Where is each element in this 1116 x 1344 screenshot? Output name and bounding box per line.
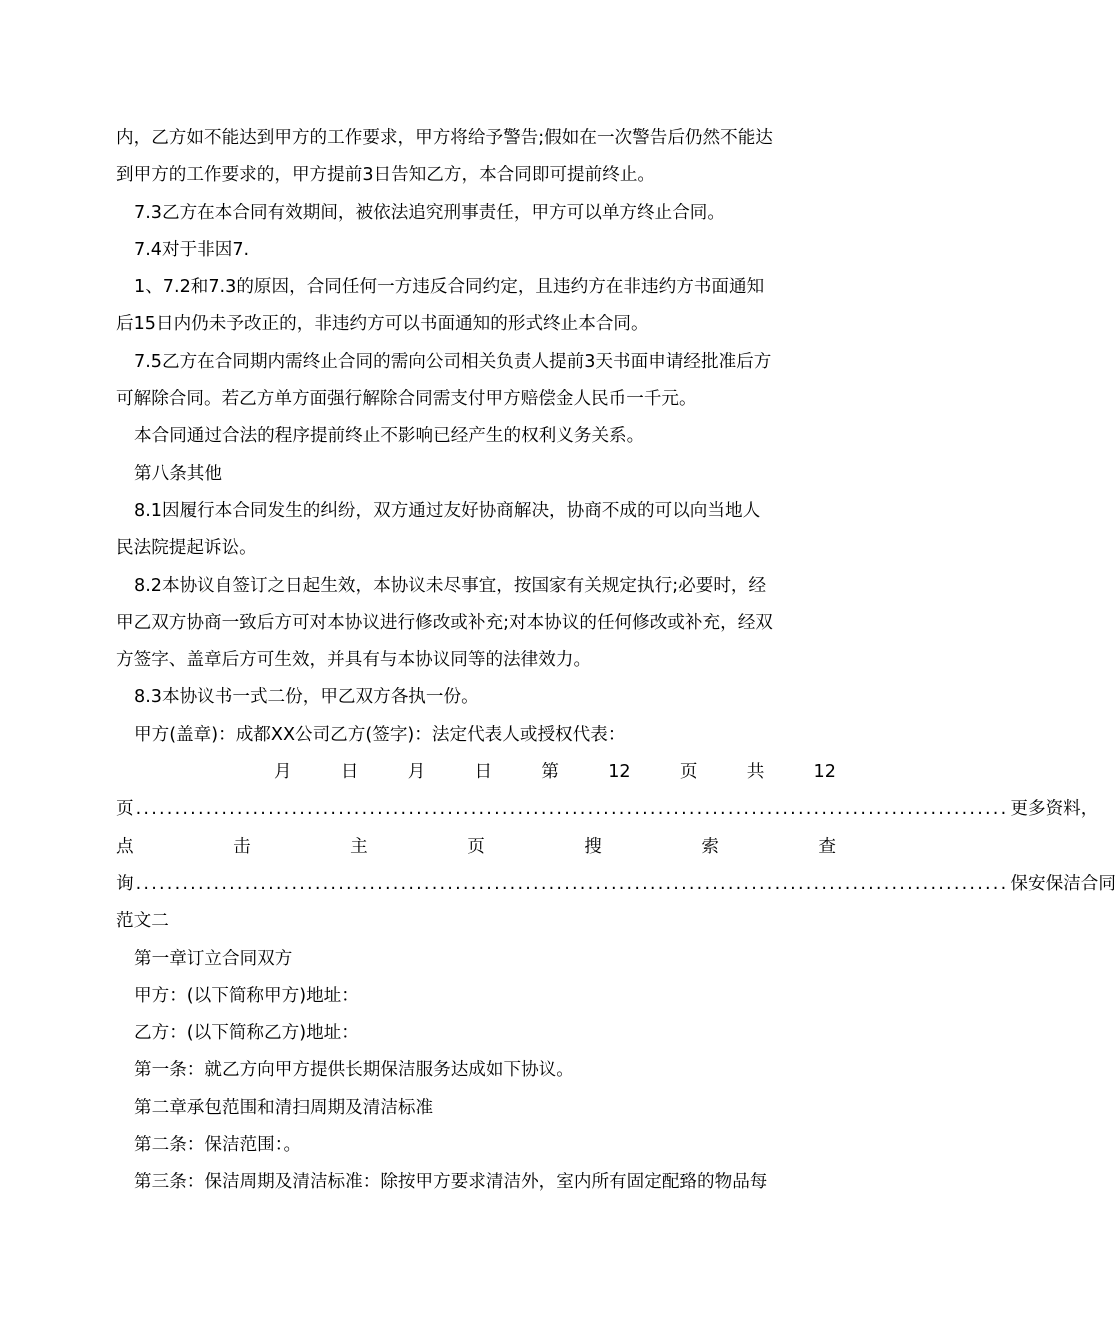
dot-leader: ................................................................................................................ <box>135 873 1009 894</box>
spread-token: 击 <box>233 836 251 857</box>
date-token: 12 <box>608 762 631 783</box>
text-line: 第三条：保洁周期及清洁标准：除按甲方要求清洁外，室内所有固定配臵的物品每 <box>134 1172 768 1193</box>
text-line: 乙方：(以下简称乙方)地址： <box>134 1023 359 1044</box>
leader-left: 页 <box>116 799 134 820</box>
text-line: 第一条：就乙方向甲方提供长期保洁服务达成如下协议。 <box>134 1060 574 1081</box>
text-line: 第二条：保洁范围：。 <box>134 1135 302 1156</box>
date-token: 日 <box>474 762 493 783</box>
text-line: 方签字、盖章后方可生效，并具有与本协议同等的法律效力。 <box>116 650 592 671</box>
text-line: 7.3乙方在本合同有效期间，被依法追究刑事责任，甲方可以单方终止合同。 <box>134 202 725 223</box>
date-token: 第 <box>541 762 559 783</box>
text-line: 后15日内仍未予改正的，非违约方可以书面通知的形式终止本合同。 <box>116 314 649 335</box>
text-line: 8.2本协议自签订之日起生效，本协议未尽事宜，按国家有关规定执行;必要时，经 <box>134 575 767 596</box>
leader-left: 询 <box>116 873 134 894</box>
chapter-heading: 第二章承包范围和清扫周期及清洁标准 <box>134 1097 434 1118</box>
text-line: 8.3本协议书一式二份，甲乙双方各执一份。 <box>134 687 479 708</box>
spread-token: 索 <box>701 836 719 857</box>
spread-row <box>116 829 836 866</box>
signature-line: 甲方(盖章)：成都XX公司乙方(签字)：法定代表人或授权代表： <box>134 724 626 745</box>
spread-token: 查 <box>818 836 836 857</box>
text-line: 到甲方的工作要求的，甲方提前3日告知乙方，本合同即可提前终止。 <box>116 165 656 186</box>
date-token: 日 <box>340 762 359 783</box>
spread-token: 页 <box>467 836 485 857</box>
text-line: 7.4对于非因7. <box>134 239 250 260</box>
document-body <box>116 120 1116 1202</box>
date-token: 12 <box>813 762 836 783</box>
text-line: 民法院提起诉讼。 <box>116 538 257 559</box>
date-page-row <box>116 754 836 791</box>
text-line: 可解除合同。若乙方单方面强行解除合同需支付甲方赔偿金人民币一千元。 <box>116 389 697 410</box>
text-line: 范文二 <box>116 911 169 932</box>
date-token: 共 <box>746 762 765 783</box>
leader-right: 保安保洁合同 <box>1010 873 1116 894</box>
dot-leader: ................................................................................................................ <box>135 799 1009 820</box>
spread-token: 点 <box>116 836 134 857</box>
spread-token: 主 <box>350 836 368 857</box>
leader-row <box>116 791 1099 828</box>
leader-right: 更多资料， <box>1010 799 1099 820</box>
text-line: 甲方：(以下简称甲方)地址： <box>134 985 359 1006</box>
text-line: 本合同通过合法的程序提前终止不影响已经产生的权利义务关系。 <box>134 426 645 447</box>
date-token: 月 <box>407 762 426 783</box>
chapter-heading: 第一章订立合同双方 <box>134 948 293 969</box>
text-line: 甲乙双方协商一致后方可对本协议进行修改或补充;对本协议的任何修改或补充，经双 <box>116 612 773 633</box>
spread-token: 搜 <box>584 836 602 857</box>
section-heading: 第八条其他 <box>134 463 222 484</box>
text-line: 内，乙方如不能达到甲方的工作要求，甲方将给予警告;假如在一次警告后仍然不能达 <box>116 128 773 148</box>
text-line: 1、7.2和7.3的原因，合同任何一方违反合同约定，且违约方在非违约方书面通知 <box>134 277 765 298</box>
text-line: 8.1因履行本合同发生的纠纷，双方通过友好协商解决，协商不成的可以向当地人 <box>134 500 761 521</box>
date-token: 月 <box>274 762 292 783</box>
text-line: 7.5乙方在合同期内需终止合同的需向公司相关负责人提前3天书面申请经批准后方 <box>134 351 772 372</box>
leader-row <box>116 866 1116 903</box>
date-token: 页 <box>679 762 698 783</box>
